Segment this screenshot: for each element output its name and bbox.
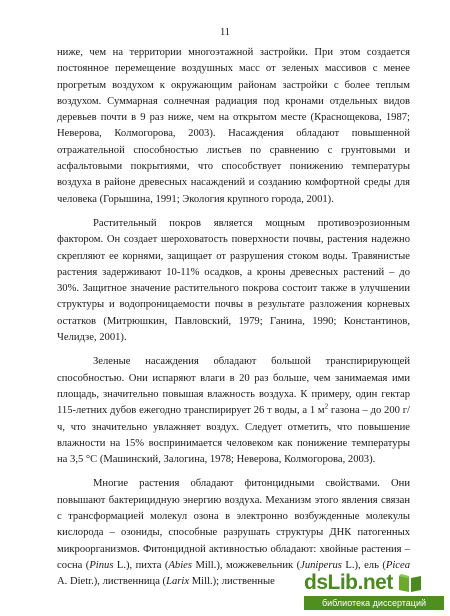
document-body [57,45,410,599]
page-number: 11 [219,27,231,38]
paragraph [57,354,410,468]
superscript: 2 [324,402,329,411]
dslib-watermark[interactable] [304,570,444,610]
text-run: A. Dietr.), лиственница ( [57,576,167,588]
text-run: Mill.); лиственные [189,576,275,588]
text-run: газона – до 200 г/ч, что значительно увлажняет воздух. Следует отметить, что повышение влажности на 15% воспринимается человеком как понижение температуры на 3,5 °С (Машинский, Залогина, 1978; Неверова, Колмогорова, 2003). [57,405,410,466]
watermark-logo-text: dsLib.net [304,571,393,594]
text-run: Mill.), можжевельник ( [192,559,301,571]
latin-name: Pinus [89,559,114,571]
latin-name: Picea [385,559,411,571]
latin-name: Abies [168,559,192,571]
latin-name: Juniperus [300,559,342,571]
book-icon [397,572,423,594]
watermark-logo [304,570,444,596]
text-run: Многие растения обладают фитонцидными свойствами. Они повышают бактерицидную энергию воздуха. Механизм этого явления связан с трансформацией молекул озона в электронно возбужденные молекулы кислорода – озониды, способные разрушать структуры ДНК патогенных микроорганизмов. Фитонцидной активностью обладают: хвойные растения – сосна ( [57,478,410,571]
text-run: Растительный покров является мощным противоэрозионным фактором. Он создает шероховатость поверхности почвы, растения надежно скрепляют ее корнями, защищает от разрушения стоком воды. Травянистые растения задерживают 10-11% осадков, а кроны древесных растений – до 30%. Защитное значение растительного покрова состоит также в улучшении структуры и водопроницаемости почвы в результате разложения корневых остатков (Митрюшкин, Павловский, 1979; Ганина, 1990; Константинов, Челидзе, 2001). [57,217,410,344]
text-run: Зеленые насаждения обладают большой транспирирующей способностью. Они испаряют влаги в 20 раз больше, чем занимаемая ими площадь, значительно повышая влажность воздуха. К примеру, один гектар 115-летних дубов ежегодно транспирирует 26 т воды, а 1 м [57,356,410,417]
text-run: L.), пихта ( [113,559,169,571]
watermark-caption: библиотека диссертаций [304,596,444,610]
latin-name: Larix [166,576,190,588]
text-run: ниже, чем на территории многоэтажной застройки. При этом создается постоянное перемещение воздушных масс от зеленых массивов с менее прогретым воздухом к окружающим районам застройки с более теплым воздухом. Суммарная солнечная радиация под кронами отдельных видов деревьев почти в 9 раз ниже, чем на открытом месте (Краснощекова, 1987; Неверова, Колмогорова, 2003). Насаждения обладают повышенной отражательной способностью листьев по сравнению с грунтовыми и асфальтовыми покрытиями, что способствует понижению температуры воздуха в районе древесных насаждений и созданию комфортной среды для человека (Горышина, 1991; Экология крупного города, 2001). [57,47,410,205]
paragraph [57,216,410,346]
text-run: L.), ель ( [341,559,386,571]
paragraph [57,45,410,208]
